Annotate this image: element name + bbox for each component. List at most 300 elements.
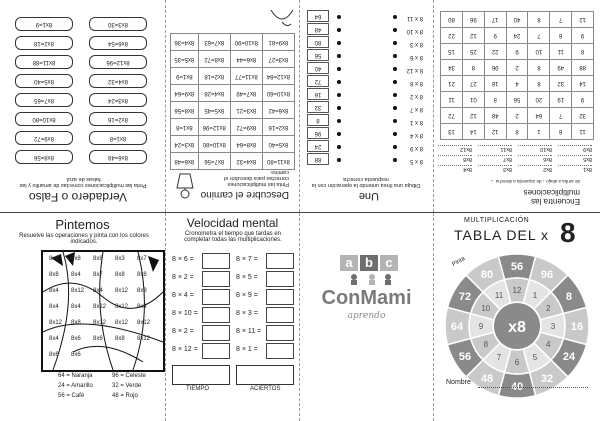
- encuentra-cell[interactable]: 12: [484, 124, 506, 140]
- encuentra-cell[interactable]: 72: [441, 108, 463, 124]
- encuentra-cell[interactable]: 21: [441, 76, 463, 92]
- camino-row: [171, 102, 295, 119]
- camino-cell[interactable]: 8x8=64: [230, 136, 262, 153]
- camino-cell[interactable]: 8x3=21: [230, 102, 262, 119]
- camino-cell[interactable]: 8x2=18: [198, 68, 230, 85]
- camino-cell[interactable]: 8x1=8: [171, 119, 199, 136]
- legend-item: 56 = Café: [58, 393, 85, 399]
- une-op-dot[interactable]: [393, 119, 397, 123]
- camino-cell[interactable]: 8x9=81: [262, 34, 294, 51]
- wheel-inner-number: 10: [481, 304, 491, 313]
- velocidad-answer-box[interactable]: [202, 289, 230, 305]
- aciertos-box[interactable]: [236, 365, 294, 385]
- velocidad-op: 8 × 9 =: [236, 292, 258, 299]
- encuentra-cell[interactable]: 16: [484, 76, 506, 92]
- camino-cell[interactable]: 8x7=63: [198, 34, 230, 51]
- encuentra-cell[interactable]: 8: [462, 60, 484, 76]
- une-op: 8 x 8: [409, 80, 423, 86]
- wheel-outer-number: 48: [480, 372, 494, 385]
- panel-encuentra: [434, 0, 600, 212]
- coloring-label: 8x7: [93, 272, 103, 278]
- camino-row: [171, 136, 295, 153]
- logo-block-c: c: [380, 255, 398, 271]
- wheel-outer-number: 56: [510, 261, 524, 273]
- velocidad-answer-box[interactable]: [266, 289, 294, 305]
- encuentra-cell[interactable]: 10: [528, 44, 550, 60]
- coloring-label: 8x12: [93, 304, 107, 310]
- encuentra-cell[interactable]: 64: [528, 108, 550, 124]
- encuentra-cell[interactable]: 56: [506, 92, 528, 108]
- wheel-inner-number: 7: [496, 353, 502, 363]
- camino-row: [171, 34, 295, 51]
- camino-cell[interactable]: 8x5=40: [262, 136, 294, 153]
- une-op: 8 x 10: [406, 28, 423, 34]
- panel-verdadero-falso: [0, 0, 165, 212]
- une-answer-dot[interactable]: [337, 132, 341, 136]
- camino-cell[interactable]: 8x5=35: [171, 51, 199, 68]
- velocidad-instructions: Cronometra el tiempo que tardas en completar todas las multiplicaciones.: [184, 231, 282, 243]
- encuentra-cell[interactable]: 12: [462, 108, 484, 124]
- encuentra-cell[interactable]: 7: [550, 12, 572, 28]
- coloring-label: 8x7: [137, 256, 147, 262]
- encuentra-cell[interactable]: 01: [462, 92, 484, 108]
- candy-item[interactable]: 8x10=80: [15, 112, 73, 126]
- tabla-title: TABLA DEL x: [454, 227, 550, 243]
- une-op-dot[interactable]: [393, 106, 397, 110]
- une-op-dot[interactable]: [393, 132, 397, 136]
- encuentra-cell[interactable]: 8: [528, 60, 550, 76]
- une-answer-dot[interactable]: [337, 119, 341, 123]
- encuentra-cell[interactable]: 8: [484, 92, 506, 108]
- encuentra-cell[interactable]: 8: [528, 12, 550, 28]
- encuentra-cell[interactable]: 1: [528, 124, 550, 140]
- encuentra-cell[interactable]: 25: [462, 44, 484, 60]
- encuentra-op: 8x9: [558, 145, 592, 152]
- wheel-outer-number: 24: [562, 351, 576, 363]
- coloring-label: 8x12: [115, 320, 129, 326]
- une-answer-dot[interactable]: [337, 80, 341, 84]
- encuentra-cell[interactable]: 9: [572, 28, 594, 44]
- coloring-label: 8x12: [93, 320, 107, 326]
- wheel-inner-number: 8: [483, 340, 489, 349]
- une-op-dot[interactable]: [393, 67, 397, 71]
- coloring-label: 8x12: [137, 336, 151, 342]
- une-answer-dot[interactable]: [337, 54, 341, 58]
- une-op-dot[interactable]: [393, 93, 397, 97]
- camino-cell[interactable]: 8x7=56: [198, 153, 230, 170]
- camino-cell[interactable]: 8x12=96: [198, 119, 230, 136]
- coloring-label: 8x4: [71, 272, 81, 278]
- velocidad-answer-box[interactable]: [266, 253, 294, 269]
- une-answer: 32: [307, 101, 329, 113]
- coloring-label: 8x6: [49, 352, 59, 358]
- encuentra-cell[interactable]: 24: [506, 28, 528, 44]
- candy-item[interactable]: 8x11=88: [15, 55, 73, 69]
- camino-cell[interactable]: 8x1=9: [171, 68, 199, 85]
- wheel-inner-number: 12: [512, 286, 522, 295]
- panel-une: [300, 0, 433, 212]
- camino-cell[interactable]: 8x6=42: [262, 102, 294, 119]
- wheel-outer-number: 40: [510, 381, 524, 393]
- velocidad-answer-box[interactable]: [266, 343, 294, 359]
- encuentra-cell[interactable]: 2: [506, 108, 528, 124]
- camino-cell[interactable]: 8x11=80: [262, 153, 294, 170]
- encuentra-cell[interactable]: 80: [441, 12, 463, 28]
- encuentra-cell[interactable]: 4: [506, 76, 528, 92]
- candy-item[interactable]: 8x7=65: [15, 93, 73, 107]
- coloring-label: 8x8: [71, 256, 81, 262]
- panel-pintemos: [0, 213, 165, 421]
- coloring-label: 8x8: [71, 320, 81, 326]
- coloring-label: 8x4: [93, 288, 103, 294]
- camino-cell[interactable]: 8x10=80: [198, 136, 230, 153]
- velocidad-answer-box[interactable]: [266, 271, 294, 287]
- encuentra-cell[interactable]: 13: [441, 124, 463, 140]
- une-op-dot[interactable]: [393, 41, 397, 45]
- candy-item[interactable]: 8x5=40: [15, 74, 73, 88]
- coloring-label: 8x8: [137, 272, 147, 278]
- candy-item[interactable]: 8x1=9: [15, 17, 73, 31]
- coloring-label: 8x4: [49, 288, 59, 294]
- verdadero-title: Verdadero o Falso: [28, 190, 127, 204]
- logo-block-a: a: [340, 255, 358, 271]
- encuentra-cell[interactable]: 22: [441, 28, 463, 44]
- candy-item[interactable]: 8x6=48: [89, 150, 147, 164]
- candy-item[interactable]: 8x1=8: [89, 131, 147, 145]
- wheel-inner-number: 9: [478, 322, 484, 331]
- coloring-label: 8x12: [49, 320, 63, 326]
- une-answer-dot[interactable]: [337, 15, 341, 19]
- velocidad-op: 8 × 3 =: [236, 310, 258, 317]
- une-answer: 24: [307, 140, 329, 152]
- camino-cell[interactable]: 8x9=64: [171, 85, 199, 102]
- camino-cell[interactable]: 8x8=72: [198, 51, 230, 68]
- wheel-inner-number: 1: [532, 290, 538, 300]
- camino-cell[interactable]: 8x6=44: [230, 51, 262, 68]
- wheel-outer-number: 32: [540, 372, 554, 385]
- une-instructions: Dibuja una línea uniendo la operación con la respuesta correcta: [311, 176, 421, 188]
- encuentra-row: [441, 76, 594, 92]
- coloring-label: 8x6: [71, 352, 81, 358]
- legend-item: 64 = Naranja: [58, 373, 93, 379]
- camino-cell[interactable]: 8x2=16: [262, 119, 294, 136]
- encuentra-cell[interactable]: 22: [484, 44, 506, 60]
- wheel-outer-number: 16: [570, 321, 584, 333]
- une-answer-dot[interactable]: [337, 158, 341, 162]
- une-op-dot[interactable]: [393, 54, 397, 58]
- wheel-inner-number: 11: [494, 290, 504, 300]
- coloring-label: 8x8: [115, 336, 125, 342]
- encuentra-cell[interactable]: 9: [484, 28, 506, 44]
- encuentra-cell[interactable]: 88: [572, 60, 594, 76]
- logo-block-b: b: [360, 255, 378, 271]
- encuentra-title: Encuentra las multiplicaciones: [523, 188, 580, 206]
- une-answer: 40: [307, 62, 329, 74]
- velocidad-op: 8 × 2 =: [172, 328, 194, 335]
- une-op-dot[interactable]: [393, 158, 397, 162]
- camino-cell[interactable]: 8x12=84: [262, 68, 294, 85]
- encuentra-op: 8x10: [518, 145, 552, 152]
- logo-brand: ConMami: [321, 287, 412, 309]
- coloring-label: 8x12: [137, 320, 151, 326]
- panel-velocidad: [166, 213, 299, 421]
- wheel-outer-number: 64: [450, 321, 464, 333]
- encuentra-cell[interactable]: 11: [441, 92, 463, 108]
- une-op-dot[interactable]: [393, 80, 397, 84]
- coloring-label: 8x8: [49, 272, 59, 278]
- camino-cell[interactable]: 8x5=45: [198, 102, 230, 119]
- wheel-inner-number: 4: [545, 340, 551, 349]
- panel-logo: [300, 213, 433, 421]
- encuentra-cell[interactable]: 49: [550, 60, 572, 76]
- encuentra-cell[interactable]: 11: [550, 44, 572, 60]
- encuentra-op: 8x12: [438, 145, 472, 152]
- velocidad-answer-box[interactable]: [266, 307, 294, 323]
- candy-item[interactable]: 8x3=24: [89, 93, 147, 107]
- wheel-inner-number: 6: [514, 358, 520, 367]
- une-op: 8 x 2: [409, 93, 423, 99]
- camino-title: Descubre el camino: [200, 189, 289, 200]
- velocidad-op: 8 × 5 =: [236, 274, 258, 281]
- une-op: 8 x 12: [406, 67, 423, 73]
- camino-cell[interactable]: 8x4=36: [171, 34, 199, 51]
- encuentra-op: 8x2: [518, 165, 552, 172]
- velocidad-answer-box[interactable]: [202, 307, 230, 323]
- panel-descubre-camino: [166, 0, 299, 212]
- une-answer-dot[interactable]: [337, 145, 341, 149]
- candy-item[interactable]: 8x9=72: [15, 131, 73, 145]
- encuentra-cell[interactable]: 12: [462, 28, 484, 44]
- une-op: 8 x 11: [407, 15, 423, 21]
- encuentra-op: 8x11: [478, 145, 512, 152]
- velocidad-op: 8 × 2 =: [172, 274, 194, 281]
- coloring-label: 8x12: [115, 304, 129, 310]
- encuentra-row: [441, 44, 594, 60]
- une-op: 8 x 9: [409, 145, 423, 151]
- verdadero-instructions: Pinta las multiplicaciones correctas de amarillo y las falsas de azul.: [19, 176, 147, 188]
- encuentra-cell[interactable]: 2: [506, 60, 528, 76]
- candy-item[interactable]: 8x3=30: [89, 17, 147, 31]
- une-answer-dot[interactable]: [337, 93, 341, 97]
- wheel-outer-number: 80: [480, 269, 494, 282]
- encuentra-cell[interactable]: 9: [572, 92, 594, 108]
- encuentra-op: 8x7: [478, 155, 512, 162]
- candy-item[interactable]: 8x8=56: [15, 150, 73, 164]
- pinta-label: Pinta: [451, 255, 467, 269]
- une-answer: 8: [307, 114, 329, 126]
- une-answer-dot[interactable]: [337, 41, 341, 45]
- encuentra-cell[interactable]: 8: [528, 76, 550, 92]
- velocidad-op: 8 × 1 =: [236, 346, 258, 353]
- camino-cell[interactable]: 8x3=27: [262, 51, 294, 68]
- camino-cell[interactable]: 8x8=56: [171, 102, 199, 119]
- aciertos-label: ACIERTOS: [250, 386, 281, 392]
- camino-cell[interactable]: 8x4=28: [198, 85, 230, 102]
- camino-row: [171, 85, 295, 102]
- logo-figures: [346, 273, 394, 285]
- une-answer: 96: [307, 127, 329, 139]
- une-op-dot[interactable]: [393, 28, 397, 32]
- encuentra-hint: de arriba a abajo ↓ de izquierda a derecha →: [489, 179, 580, 184]
- encuentra-cell[interactable]: 32: [572, 108, 594, 124]
- wheel-outer-number: 56: [458, 351, 472, 363]
- coloring-label: 8x6: [71, 336, 81, 342]
- encuentra-cell[interactable]: 8: [550, 124, 572, 140]
- encuentra-op: 8x3: [478, 165, 512, 172]
- encuentra-cell[interactable]: 9: [506, 44, 528, 60]
- une-op: 8 x 3: [409, 41, 423, 47]
- leaf-illustration: [269, 6, 295, 30]
- une-op: 8 x 6: [409, 54, 423, 60]
- une-answer: 56: [307, 49, 329, 61]
- legend-item: 48 = Rojo: [112, 393, 138, 399]
- legend-item: 24 = Amarillo: [58, 383, 93, 389]
- encuentra-cell[interactable]: 11: [572, 124, 594, 140]
- encuentra-op: 8x8: [438, 155, 472, 162]
- encuentra-row: [441, 60, 594, 76]
- encuentra-row: [441, 124, 594, 140]
- plant-pot-illustration: [171, 172, 199, 202]
- encuentra-row: [441, 12, 594, 28]
- encuentra-row: [441, 28, 594, 44]
- une-answer-dot[interactable]: [337, 28, 341, 32]
- encuentra-cell[interactable]: 8: [572, 44, 594, 60]
- coloring-label: 8x4: [49, 304, 59, 310]
- nombre-label: Nombre: [446, 379, 471, 386]
- coloring-label: 8x3: [115, 256, 125, 262]
- encuentra-cell[interactable]: 17: [484, 12, 506, 28]
- velocidad-op: 8 × 11 =: [236, 328, 262, 335]
- une-op: 8 x 7: [409, 106, 423, 112]
- candy-item[interactable]: 8x2=18: [15, 36, 73, 50]
- coloring-label: 8x8: [93, 256, 103, 262]
- velocidad-answer-box[interactable]: [202, 253, 230, 269]
- encuentra-cell[interactable]: 12: [572, 12, 594, 28]
- une-answer: 48: [307, 23, 329, 35]
- une-op-dot[interactable]: [393, 15, 397, 19]
- une-answer: 80: [307, 36, 329, 48]
- camino-cell[interactable]: 8x9=72: [230, 119, 262, 136]
- velocidad-op: 8 × 7 =: [236, 256, 258, 263]
- pintemos-instructions: Resuelve las operaciones y pinta con los colores indicados.: [19, 233, 149, 245]
- legend-item: 32 = Verde: [112, 383, 142, 389]
- coloring-lines: [43, 252, 163, 370]
- panel-tabla: [434, 213, 600, 421]
- camino-row: [171, 51, 295, 68]
- velocidad-answer-box[interactable]: [202, 325, 230, 341]
- candy-item[interactable]: 8x12=96: [89, 55, 147, 69]
- encuentra-cell[interactable]: 32: [550, 76, 572, 92]
- encuentra-cell[interactable]: 48: [484, 108, 506, 124]
- tabla-small: MULTIPLICACIÓN: [464, 217, 530, 224]
- coloring-label: 8x12: [71, 288, 85, 294]
- camino-cell[interactable]: 8x6=48: [171, 153, 199, 170]
- une-op: 8 x 4: [409, 132, 423, 138]
- logo-tagline: aprendo: [347, 311, 386, 321]
- coloring-label: 8x6: [93, 336, 103, 342]
- velocidad-op: 8 × 10 =: [172, 310, 198, 317]
- encuentra-cell[interactable]: 7: [550, 108, 572, 124]
- encuentra-cell[interactable]: 8: [550, 28, 572, 44]
- camino-cell[interactable]: 8x11=77: [230, 68, 262, 85]
- wheel-inner-number: 3: [550, 322, 556, 331]
- encuentra-cell[interactable]: 14: [572, 76, 594, 92]
- encuentra-cell[interactable]: 15: [441, 44, 463, 60]
- une-op: 8 x 5: [409, 158, 423, 164]
- velocidad-answer-box[interactable]: [202, 271, 230, 287]
- candy-item[interactable]: 8x6=54: [89, 36, 147, 50]
- une-answer-dot[interactable]: [337, 106, 341, 110]
- encuentra-op: 8x4: [438, 165, 472, 172]
- wheel-inner-number: 5: [532, 353, 538, 363]
- encuentra-grid: [440, 11, 594, 140]
- camino-instructions: Pinta las multiplicaciones correctas para descubrir el camino.: [223, 169, 289, 187]
- encuentra-cell[interactable]: 8: [506, 124, 528, 140]
- legend-item: 96 = Celeste: [112, 373, 146, 379]
- wheel-outer-number: 8: [565, 291, 573, 303]
- coloring-label: 8x8: [49, 256, 59, 262]
- tiempo-box[interactable]: [172, 365, 230, 385]
- velocidad-title: Velocidad mental: [186, 216, 279, 230]
- velocidad-answer-box[interactable]: [202, 343, 230, 359]
- coloring-label: 8x8: [137, 288, 147, 294]
- encuentra-cell[interactable]: 20: [528, 92, 550, 108]
- camino-cell[interactable]: 8x3=24: [171, 136, 199, 153]
- velocidad-op: 8 × 4 =: [172, 292, 194, 299]
- wheel-outer-number: 72: [458, 291, 472, 303]
- coloring-picture[interactable]: [41, 250, 165, 372]
- nombre-line[interactable]: [478, 387, 588, 388]
- coloring-label: 8x4: [137, 304, 147, 310]
- une-op-dot[interactable]: [393, 145, 397, 149]
- camino-grid: [170, 33, 295, 170]
- encuentra-cell[interactable]: 96: [484, 60, 506, 76]
- wheel-inner-number: 2: [545, 304, 551, 313]
- encuentra-cell[interactable]: 7: [528, 28, 550, 44]
- camino-cell[interactable]: 8x7=49: [230, 85, 262, 102]
- camino-row: [171, 153, 295, 170]
- velocidad-answer-box[interactable]: [266, 325, 294, 341]
- coloring-label: 8x4: [49, 336, 59, 342]
- wheel-center-label: x8: [508, 319, 526, 336]
- une-answer: 88: [307, 153, 329, 165]
- candy-item[interactable]: 8x2=16: [89, 112, 147, 126]
- coloring-label: 8x12: [115, 288, 129, 294]
- camino-row: [171, 68, 295, 85]
- velocidad-op: 8 × 12 =: [172, 346, 198, 353]
- camino-cell[interactable]: 8x4=32: [230, 153, 262, 170]
- encuentra-cell[interactable]: 96: [462, 12, 484, 28]
- encuentra-row: [441, 108, 594, 124]
- une-title: Une: [358, 190, 379, 202]
- encuentra-cell[interactable]: 40: [506, 12, 528, 28]
- une-answer-dot[interactable]: [337, 67, 341, 71]
- encuentra-cell[interactable]: 14: [462, 124, 484, 140]
- une-op: 8 x 1: [409, 119, 423, 125]
- encuentra-cell[interactable]: 27: [462, 76, 484, 92]
- une-answer: 72: [307, 75, 329, 87]
- encuentra-op: 8x1: [558, 165, 592, 172]
- tiempo-label: TIEMPO: [186, 386, 210, 392]
- coloring-label: 8x4: [71, 304, 81, 310]
- encuentra-cell[interactable]: 34: [441, 60, 463, 76]
- encuentra-cell[interactable]: 19: [550, 92, 572, 108]
- candy-item[interactable]: 8x4=32: [89, 74, 147, 88]
- camino-row: [171, 119, 295, 136]
- camino-cell[interactable]: 8x10=60: [262, 85, 294, 102]
- encuentra-op: 8x6: [518, 155, 552, 162]
- camino-cell[interactable]: 8x10=90: [230, 34, 262, 51]
